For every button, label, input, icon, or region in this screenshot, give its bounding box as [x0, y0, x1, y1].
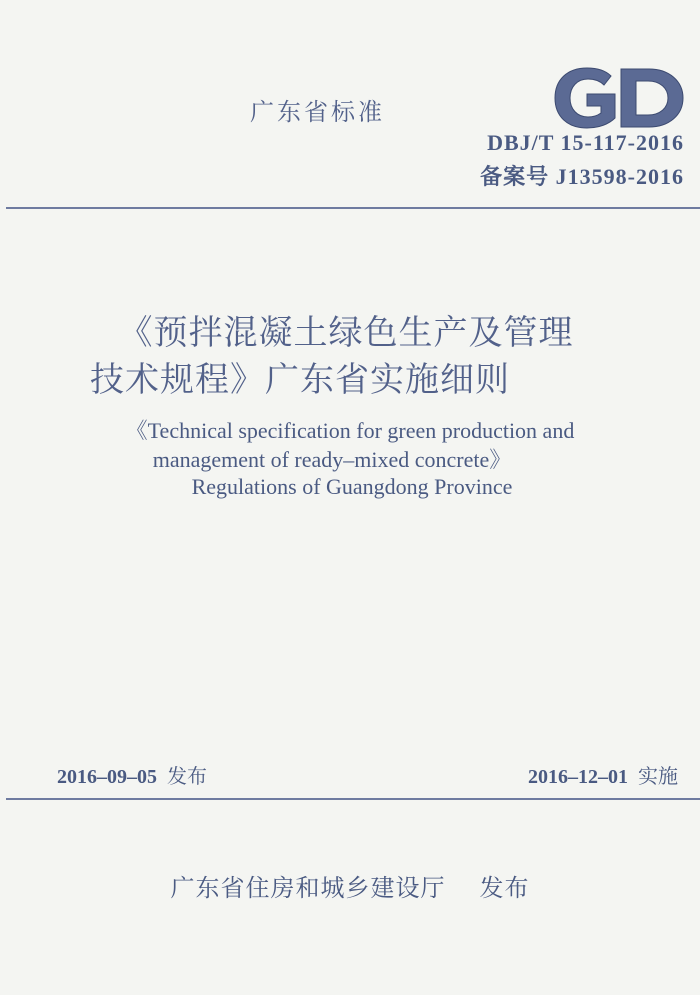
bottom-divider: [6, 798, 700, 800]
title-en-line3: Regulations of Guangdong Province: [191, 474, 513, 499]
implementation-date-label: 实施: [638, 764, 678, 788]
title-en-line2: management of ready–mixed concrete》: [152, 447, 512, 472]
publisher-action: 发布: [479, 874, 530, 902]
issue-date-value: 2016–09–05: [57, 766, 157, 788]
issue-date: [57, 760, 207, 789]
implementation-date-value: 2016–12–01: [528, 766, 628, 788]
gd-logo-icon: [553, 66, 685, 130]
top-divider: [6, 207, 700, 209]
standard-code: DBJ/T 15-117-2016: [487, 130, 684, 155]
publisher-name: 广东省住房和城乡建设厅: [170, 874, 446, 902]
record-number: 备案号 J13598-2016: [480, 164, 684, 189]
issue-date-label: 发布: [167, 764, 207, 788]
title-en-line1: 《Technical specification for green production and: [125, 418, 575, 443]
publisher: [0, 868, 700, 903]
title-zh-line2: 技术规程》广东省实施细则: [90, 360, 510, 400]
implementation-date: [528, 760, 678, 789]
title-zh-line1: 《预拌混凝土绿色生产及管理: [118, 313, 574, 353]
standard-type-label: 广东省标准: [250, 98, 385, 126]
